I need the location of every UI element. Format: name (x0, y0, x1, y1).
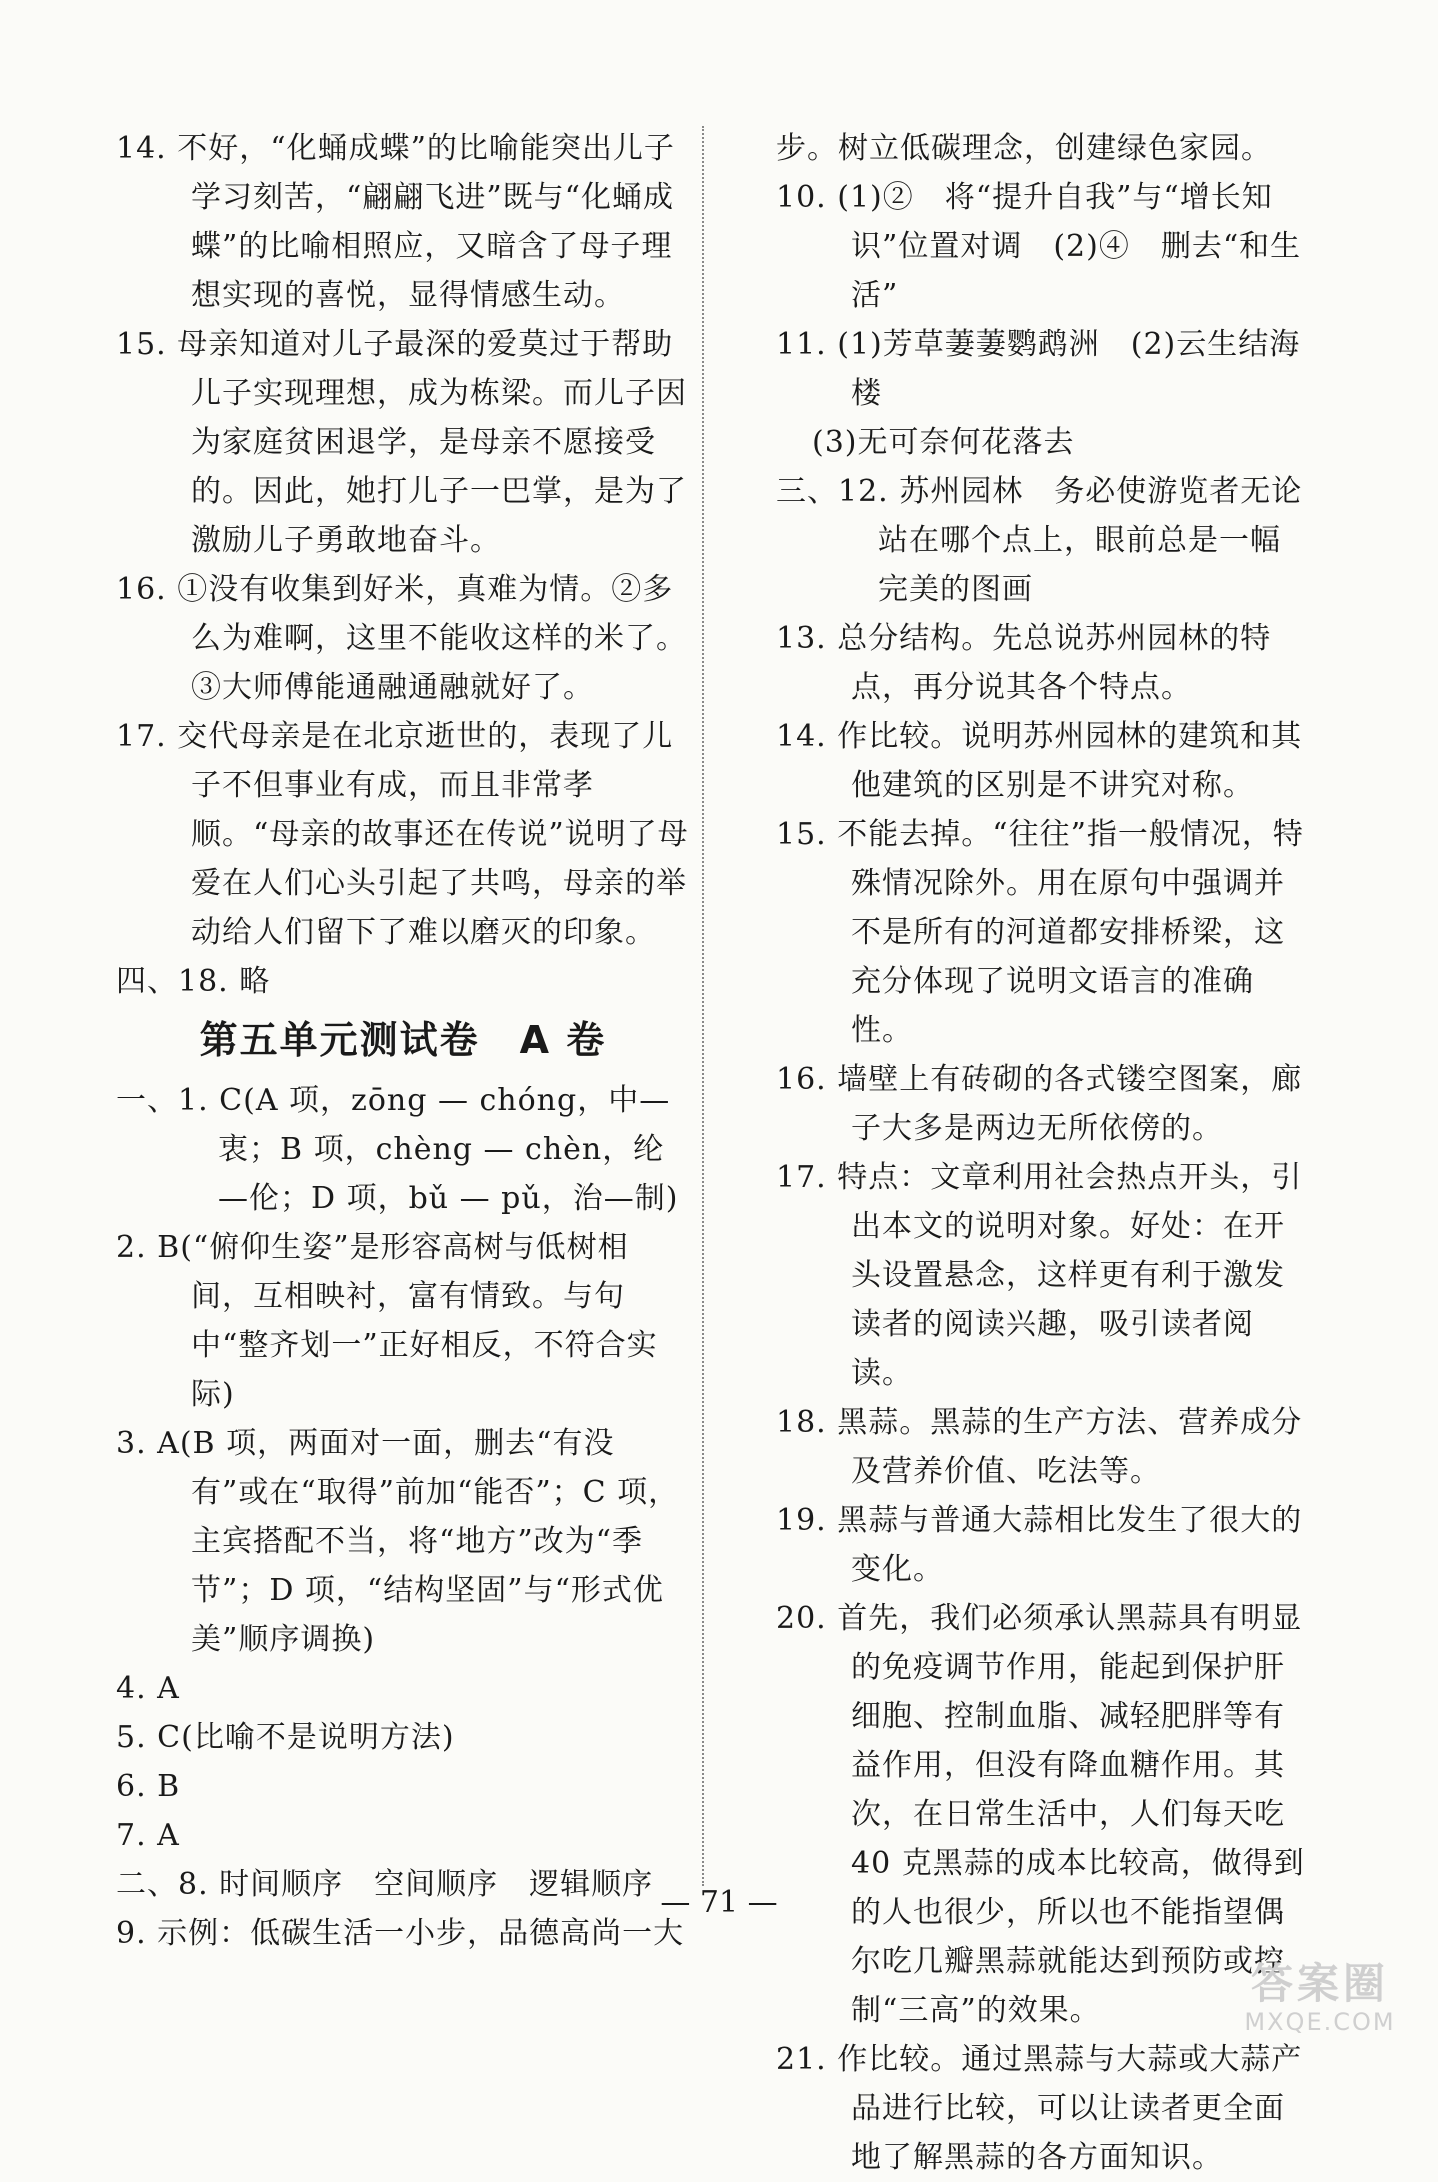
answer-entry: 16. 墙壁上有砖砌的各式镂空图案，廊子大多是两边无所依傍的。 (776, 1062, 1303, 1146)
answer-entry: 13. 总分结构。先总说苏州园林的特点，再分说其各个特点。 (776, 621, 1272, 705)
section-heading: 第五单元测试卷 A 卷 (199, 1018, 607, 1062)
answer-entry: 20. 首先，我们必须承认黑蒜具有明显的免疫调节作用，能起到保护肝细胞、控制血脂、减轻肥胖等有益作用，但没有降血糖作用。其次，在日常生活中，人们每天吃 40 克黑蒜的成本比较高，做得到的人也很少，所以也不能指望偶尔吃几瓣黑蒜就能达到预防或控制“三高”的效果。 (776, 1601, 1305, 2028)
answer-entry: 21. 作比较。通过黑蒜与大蒜或大蒜产品进行比较，可以让读者更全面地了解黑蒜的各方面知识。 (776, 2042, 1303, 2175)
answer-entry: 11. (1)芳草萋萋鹦鹉洲 (2)云生结海楼 (776, 327, 1301, 411)
answer-entry: (3)无可奈何花落去 (812, 425, 1075, 460)
watermark-logo (1230, 1960, 1410, 2040)
answer-entry: 15. 母亲知道对儿子最深的爱莫过于帮助儿子实现理想，成为栋梁。而儿子因为家庭贫困退学，是母亲不愿接受的。因此，她打儿子一巴掌，是为了激励儿子勇敢地奋斗。 (116, 327, 687, 558)
watermark-url: MXQE.COM (1244, 2008, 1396, 2036)
watermark-title: 答案圈 (1250, 1959, 1389, 2008)
answer-entry: 三、12. 苏州园林 务必使游览者无论站在哪个点上，眼前总是一幅完美的图画 (776, 474, 1303, 607)
right-column (776, 124, 1308, 2182)
answer-entry: 步。树立低碳理念，创建绿色家园。 (776, 131, 1272, 166)
answer-entry: 14. 不好，“化蛹成蝶”的比喻能突出儿子学习刻苦，“翩翩飞进”既与“化蛹成蝶”的比喻相照应，又暗含了母子理想实现的喜悦，显得情感生动。 (116, 131, 675, 313)
answer-entry: 17. 交代母亲是在北京逝世的，表现了儿子不但事业有成，而且非常孝顺。“母亲的故事还在传说”说明了母爱在人们心头引起了共鸣，母亲的举动给人们留下了难以磨灭的印象。 (116, 719, 689, 950)
answer-entry: 一、1. C(A 项，zōng — chóng，中—衷；B 项，chèng — chèn，纶—伦；D 项，bǔ — pǔ，治—制) (116, 1083, 679, 1216)
answer-entry: 16. ①没有收集到好米，真难为情。②多么为难啊，这里不能收这样的米了。③大师傅能通融通融就好了。 (116, 572, 687, 705)
answer-entry: 5. C(比喻不是说明方法) (116, 1720, 455, 1755)
answer-entry: 四、18. 略 (116, 964, 271, 999)
page-number: — 71 — (660, 1885, 778, 1920)
answer-entry: 3. A(B 项，两面对一面，删去“有没有”或在“取得”前加“能否”；C 项，主宾搭配不当，将“地方”改为“季节”；D 项，“结构坚固”与“形式优美”顺序调换) (116, 1426, 680, 1657)
answer-entry: 15. 不能去掉。“往往”指一般情况，特殊情况除外。用在原句中强调并不是所有的河道都安排桥梁，这充分体现了说明文语言的准确性。 (776, 817, 1304, 1048)
answer-entry: 14. 作比较。说明苏州园林的建筑和其他建筑的区别是不讲究对称。 (776, 719, 1303, 803)
answer-entry: 18. 黑蒜。黑蒜的生产方法、营养成分及营养价值、吃法等。 (776, 1405, 1303, 1489)
answer-entry: 10. (1)② 将“提升自我”与“增长知识”位置对调 (2)④ 删去“和生活” (776, 180, 1302, 313)
column-divider (702, 126, 704, 1886)
answer-entry: 7. A (116, 1818, 180, 1853)
answer-entry: 4. A (116, 1671, 180, 1706)
answer-entry: 6. B (116, 1769, 181, 1804)
answer-entry: 2. B(“俯仰生姿”是形容高树与低树相间，互相映衬，富有情致。与句中“整齐划一”正好相反，不符合实际) (116, 1230, 658, 1412)
answer-entry: 二、8. 时间顺序 空间顺序 逻辑顺序 (116, 1867, 654, 1902)
answer-entry: 19. 黑蒜与普通大蒜相比发生了很大的变化。 (776, 1503, 1303, 1587)
answer-entry: 17. 特点：文章利用社会热点开头，引出本文的说明对象。好处：在开头设置悬念，这样更有利于激发读者的阅读兴趣，吸引读者阅读。 (776, 1160, 1303, 1391)
left-column (116, 124, 690, 1958)
answer-entry: 9. 示例：低碳生活一小步，品德高尚一大 (116, 1916, 685, 1951)
